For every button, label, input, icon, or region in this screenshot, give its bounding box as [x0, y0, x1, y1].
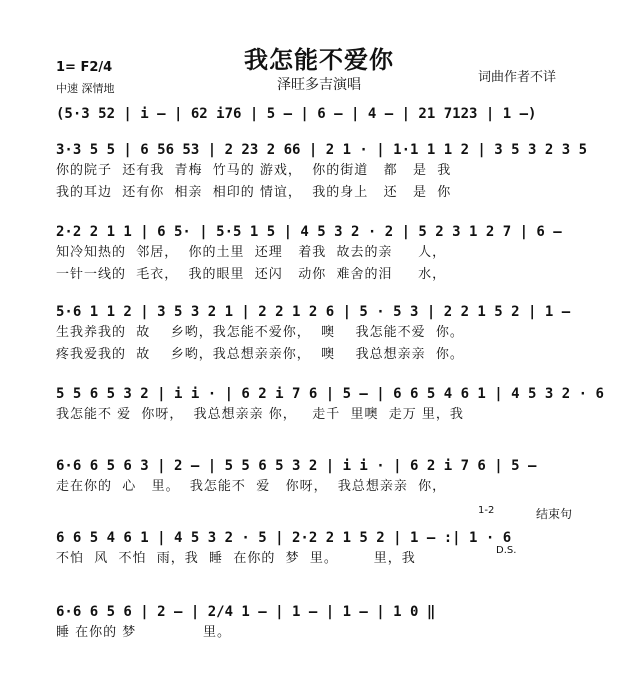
notation-line: 2·2 2 1 1 | 6 5· | 5·5 1 5 | 4 5 3 2 · 2 | 5 2 3 1 2 7 | 6 – — [56, 224, 562, 240]
score-row — [56, 140, 616, 204]
lyric-line: 生我养我的 故 乡哟，我怎能不爱你， 噢 我怎能不爱 你。 — [56, 325, 464, 340]
notation-line: 6·6 6 5 6 3 | 2 – | 5 5 6 5 3 2 | i i · | 6 2 i 7 6 | 5 – — [56, 458, 537, 474]
singer-credit: 泽旺多吉演唱 — [277, 77, 361, 93]
lyric-line: 你的院子 还有我 青梅 竹马的 游戏， 你的街道 都 是 我 — [56, 163, 452, 178]
score-row — [56, 456, 616, 498]
tempo-marking: 中速 深情地 — [56, 82, 115, 95]
score-row — [56, 222, 616, 286]
ds-mark: D.S. — [496, 545, 517, 556]
lyric-line: 睡 在你的 梦 里。 — [56, 625, 231, 640]
score-row — [56, 528, 616, 570]
notation-line: 3·3 5 5 | 6 56 53 | 2 23 2 66 | 2 1 · | 1·1 1 1 2 | 3 5 3 2 3 5 — [56, 142, 588, 158]
lyric-line: 不怕 风 不怕 雨，我 睡 在你的 梦 里。 里，我 — [56, 551, 416, 566]
lyric-line: 我的耳边 还有你 相亲 相印的 情谊， 我的身上 还 是 你 — [56, 185, 452, 200]
notation-line: 5·6 1 1 2 | 3 5 3 2 1 | 2 2 1 2 6 | 5 · 5 3 | 2 2 1 5 2 | 1 – — [56, 304, 571, 320]
lyric-line: 知冷知热的 邻居， 你的土里 还理 着我 故去的亲 人， — [56, 245, 447, 260]
score-row — [56, 104, 616, 124]
lyric-line: 我怎能不 爱 你呀， 我总想亲亲 你， 走千 里噢 走万 里，我 — [56, 407, 464, 422]
lyric-line: 疼我爱我的 故 乡哟，我总想亲亲你， 噢 我总想亲亲 你。 — [56, 347, 464, 362]
coda-label: 结束句 — [536, 507, 573, 521]
score-row — [56, 384, 616, 426]
lyric-line: 走在你的 心 里。 我怎能不 爱 你呀， 我总想亲亲 你， — [56, 479, 447, 494]
author-credit: 词曲作者不详 — [478, 70, 557, 85]
lyric-line: 一针一线的 毛衣， 我的眼里 还闪 动你 难舍的泪 水， — [56, 267, 447, 282]
notation-line: (5·3 52 | i – | 62 i76 | 5 – | 6 – | 4 – | 21 7123 | 1 –) — [56, 106, 537, 122]
score-row — [56, 302, 616, 366]
notation-line: 6 6 5 4 6 1 | 4 5 3 2 · 5 | 2·2 2 1 5 2 | 1 – :| 1 · 6 — [56, 530, 512, 546]
notation-line: 5 5 6 5 3 2 | i i · | 6 2 i 7 6 | 5 – | 6 6 5 4 6 1 | 4 5 3 2 · 6 — [56, 386, 604, 402]
key-signature: 1= F2/4 — [56, 60, 113, 75]
score-row — [56, 602, 616, 644]
song-title: 我怎能不爱你 — [244, 46, 394, 74]
repeat-bracket-label: 1-2 — [478, 505, 495, 516]
notation-line: 6·6 6 5 6 | 2 – | 2/4 1 – | 1 – | 1 – | 1 0 ‖ — [56, 604, 436, 620]
